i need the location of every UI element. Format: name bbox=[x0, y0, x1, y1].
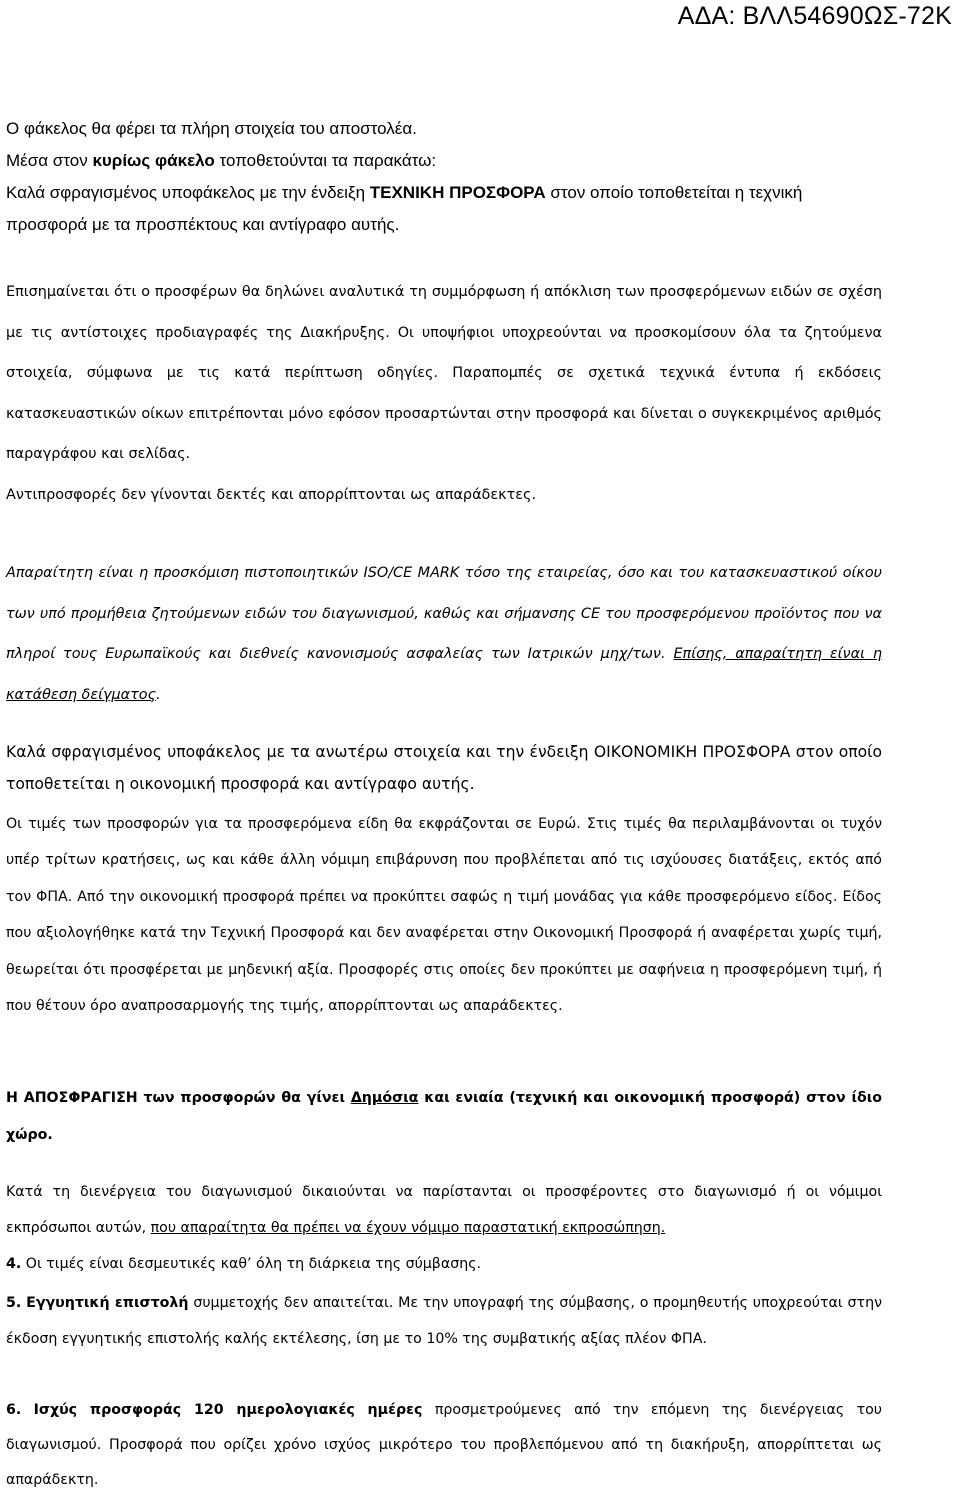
prices-paragraph: Οι τιμές των προσφορών για τα προσφερόμενα είδη θα εκφράζονται σε Ευρώ. Στις τιμές θα περιλαμβάνονται οι τυχόν υπέρ τρίτων κρατήσεις, ως και κάθε άλλη νόμιμη επιβάρυνση που προβλέπεται από τις ισχύουσες διατάξεις, εκτός από τον ΦΠΑ. Από την οικονομική προσφορά πρέπει να προκύπτει σαφώς η τιμή μονάδας για κάθε προσφερόμενο είδος. Είδος που αξιολογήθηκε κατά την Τεχνική Προσφορά και δεν αναφέρεται στην Οικονομική Προσφορά ή αναφέρεται χωρίς τιμή, θεωρείται ότι προσφέρεται με μηδενική αξία. Προσφορές στις οποίες δεν προκύπτει με σαφήνεια η προσφερόμενη τιμή, ή που θέτουν όρο αναπροσαρμογής της τιμής, απορρίπτονται ως απαράδεκτες. bbox=[6, 816, 882, 1015]
technical-offer-term: ΤΕΧΝΙΚΗ ΠΡΟΣΦΟΡΑ bbox=[369, 183, 546, 202]
representation-requirement: που απαραίτητα θα πρέπει να έχουν νόμιμο παραστατική εκπροσώπηση. bbox=[150, 1220, 666, 1236]
item-6: 6. Ισχύς προσφοράς 120 ημερολογιακές ημέρες προσμετρούμενες από την επόμενη της διενέργειας του διαγωνισμού. Προσφορά που ορίζει χρόνο ισχύος μικρότερο του προβλεπόμενου από τη διακήρυξη, απορρίπτεται ως απαράδεκτη. bbox=[6, 1402, 883, 1488]
item-5: 5. Εγγυητική επιστολή συμμετοχής δεν απαιτείται. Με την υπογραφή της σύμβασης, ο προμηθευτής υποχρεούται στην έκδοση εγγυητικής επιστολής καλής εκτέλεσης, ίση με το 10% της συμβατικής αξίας πλέον ΦΠΑ. bbox=[6, 1295, 882, 1347]
main-envelope-line: Μέσα στον κυρίως φάκελο τοποθετούνται τα παρακάτω: bbox=[6, 151, 437, 170]
certificates-paragraph: Απαραίτητη είναι η προσκόμιση πιστοποιητικών ISO/CE MARK τόσο της εταιρείας, όσο και του κατασκευαστικού οίκου των υπό προμήθεια ζητούμενων ειδών του διαγωνισμού, καθώς και σήμανσης CE του προσφερόμενου προϊόντος που να πληροί τους Ευρωπαϊκούς και διεθνείς κανονισμούς ασφαλείας των Ιατρικών μηχ/των. Επίσης, απαραίτητη είναι η κατάθεση δείγματος. bbox=[6, 565, 882, 703]
opening-paragraph: Η ΑΠΟΣΦΡΑΓΙΣΗ των προσφορών θα γίνει Δημόσια και ενιαία (τεχνική και οικονομική προσφορά) στον ίδιο χώρο. bbox=[6, 1090, 882, 1143]
main-envelope-term: κυρίως φάκελο bbox=[92, 151, 215, 170]
item-4: 4. Οι τιμές είναι δεσμευτικές καθ’ όλη τη διάρκεια της σύμβασης. bbox=[6, 1256, 482, 1272]
compliance-text: Επισημαίνεται ότι ο προσφέρων θα δηλώνει αναλυτικά τη συμμόρφωση ή απόκλιση των προσφερόμενων ειδών σε σχέση με τις αντίστοιχες προδιαγραφές της Διακήρυξης. Οι υποψήφιοι υποχρεούνται να προσκομίσουν όλα τα ζητούμενα στοιχεία, σύμφωνα με τις κατά περίπτωση οδηγίες. Παραπομπές σε σχετικά τεχνικά έντυπα ή εκδόσεις κατασκευαστικών οίκων επιτρέπονται μόνο εφόσον προσαρτώνται στην προσφορά και δίνεται ο συγκεκριμένος αριθμός παραγράφου και σελίδας. bbox=[6, 284, 882, 462]
financial-envelope-paragraph: Καλά σφραγισμένος υποφάκελος με τα ανωτέρω στοιχεία και την ένδειξη ΟΙΚΟΝΟΜΙΚΗ ΠΡΟΣΦΟΡΑ στον οποίο τοποθετείται η οικονομική προσφορά και αντίγραφο αυτής. bbox=[6, 743, 882, 793]
counter-offers-text: Αντιπροσφορές δεν γίνονται δεκτές και απορρίπτονται ως απαράδεκτες. bbox=[6, 486, 537, 503]
compliance-paragraph bbox=[6, 272, 882, 515]
offer-validity-term: Ισχύς προσφοράς 120 ημερολογιακές ημέρες bbox=[33, 1402, 423, 1418]
technical-offer-line: Καλά σφραγισμένος υποφάκελος με την ένδειξη ΤΕΧΝΙΚΗ ΠΡΟΣΦΟΡΑ στον οποίο τοποθετείται η τεχνική προσφορά με τα προσπέκτους και αντίγραφο αυτής. bbox=[6, 183, 803, 234]
financial-offer-term: ΟΙΚΟΝΟΜΙΚΗ ΠΡΟΣΦΟΡΑ bbox=[593, 743, 791, 761]
item-6-number: 6. bbox=[6, 1402, 22, 1418]
sample-requirement: Επίσης, απαραίτητη είναι η κατάθεση δείγματος bbox=[6, 646, 882, 703]
ada-code: ΑΔΑ: ΒΛΛ54690ΩΣ-72Κ bbox=[677, 2, 952, 30]
sender-details-line: Ο φάκελος θα φέρει τα πλήρη στοιχεία του αποστολέα. bbox=[6, 119, 417, 138]
item-5-number: 5. bbox=[6, 1295, 22, 1311]
attendance-paragraph: Κατά τη διενέργεια του διαγωνισμού δικαιούνται να παρίστανται οι προσφέροντες στο διαγωνισμό ή οι νόμιμοι εκπρόσωποι αυτών, που απαραίτητα θα πρέπει να έχουν νόμιμο παραστατική εκπροσώπηση. bbox=[6, 1184, 882, 1236]
public-opening-term: Δημόσια bbox=[350, 1090, 419, 1106]
intro-paragraph bbox=[6, 113, 882, 241]
guarantee-letter-term: Εγγυητική επιστολή bbox=[26, 1295, 189, 1311]
item-4-number: 4. bbox=[6, 1256, 22, 1272]
